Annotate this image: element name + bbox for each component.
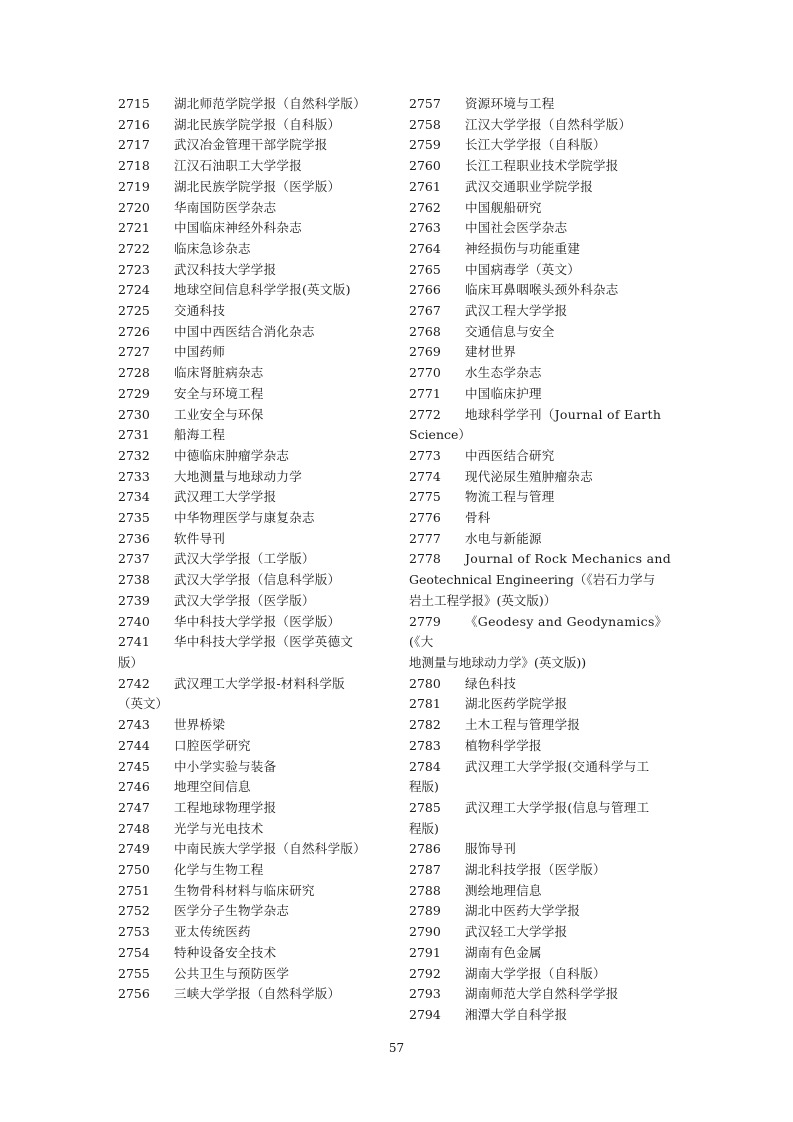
entry-title: 口腔医学研究 bbox=[174, 737, 251, 753]
journal-entry bbox=[118, 757, 383, 778]
journal-entry bbox=[118, 549, 383, 570]
journal-entry bbox=[118, 280, 383, 301]
entry-title: 湖北民族学院学报（医学版） bbox=[174, 178, 341, 194]
entry-number: 2752 bbox=[118, 903, 150, 919]
journal-entry bbox=[409, 487, 674, 508]
entry-title: 湖北科技学报（医学版） bbox=[465, 862, 606, 878]
entry-number: 2747 bbox=[118, 799, 150, 815]
entry-title: 临床耳鼻咽喉头颈外科杂志 bbox=[465, 282, 619, 298]
journal-entry bbox=[409, 694, 674, 715]
entry-title: 中德临床肿瘤学杂志 bbox=[174, 447, 290, 463]
entry-number: 2741 bbox=[118, 634, 150, 650]
entry-title: 中国临床神经外科杂志 bbox=[174, 220, 303, 236]
entry-title: 江汉大学学报（自然科学版） bbox=[465, 116, 632, 132]
journal-entry bbox=[118, 984, 383, 1005]
journal-entry bbox=[409, 135, 674, 156]
journal-entry bbox=[118, 922, 383, 943]
journal-entry bbox=[118, 632, 383, 653]
entry-number: 2759 bbox=[409, 137, 441, 153]
journal-entry bbox=[118, 198, 383, 219]
entry-title: 长江大学学报（自科版） bbox=[465, 137, 606, 153]
journal-entry bbox=[409, 280, 674, 301]
journal-entry bbox=[409, 198, 674, 219]
journal-entry bbox=[118, 508, 383, 529]
journal-entry bbox=[409, 322, 674, 343]
entry-number: 2761 bbox=[409, 178, 441, 194]
entry-title-continuation: Science） bbox=[409, 427, 471, 443]
entry-number: 2787 bbox=[409, 862, 441, 878]
journal-entry bbox=[118, 798, 383, 819]
journal-entry bbox=[118, 115, 383, 136]
journal-entry bbox=[409, 405, 674, 426]
journal-entry bbox=[118, 839, 383, 860]
journal-entry bbox=[409, 156, 674, 177]
journal-entry bbox=[409, 446, 674, 467]
entry-number: 2743 bbox=[118, 717, 150, 733]
entry-title: 地球空间信息科学学报(英文版) bbox=[174, 282, 351, 298]
entry-title-continuation: 岩土工程学报》(英文版)） bbox=[409, 592, 557, 608]
entry-title: 水电与新能源 bbox=[465, 530, 542, 546]
entry-number: 2736 bbox=[118, 530, 150, 546]
entry-title: Journal of Rock Mechanics and bbox=[465, 551, 671, 567]
entry-number: 2794 bbox=[409, 1006, 441, 1022]
journal-entry bbox=[118, 674, 383, 695]
entry-title: 武汉轻工大学学报 bbox=[465, 924, 568, 940]
journal-entry bbox=[118, 239, 383, 260]
entry-title: 资源环境与工程 bbox=[465, 96, 555, 111]
journal-entry bbox=[409, 260, 674, 281]
entry-title: 软件导刊 bbox=[174, 530, 226, 546]
entry-number: 2716 bbox=[118, 116, 150, 132]
journal-entry bbox=[409, 342, 674, 363]
entry-number: 2777 bbox=[409, 530, 441, 546]
entry-number: 2727 bbox=[118, 344, 150, 360]
entry-title-continuation: （英文） bbox=[118, 696, 169, 712]
journal-entry bbox=[409, 218, 674, 239]
entry-title: 长江工程职业技术学院学报 bbox=[465, 158, 619, 174]
entry-number: 2765 bbox=[409, 261, 441, 277]
journal-entry bbox=[409, 384, 674, 405]
journal-entry bbox=[118, 301, 383, 322]
entry-title: 湖南师范大学自然科学学报 bbox=[465, 986, 619, 1002]
page-number: 57 bbox=[388, 1041, 405, 1055]
entry-title: 地球科学学刊（Journal of Earth bbox=[465, 406, 662, 422]
entry-number: 2785 bbox=[409, 799, 441, 815]
journal-entry bbox=[409, 239, 674, 260]
entry-number: 2779 bbox=[409, 613, 441, 629]
entry-number: 2767 bbox=[409, 303, 441, 319]
entry-title-continuation: 地测量与地球动力学》(英文版)) bbox=[409, 654, 587, 670]
entry-number: 2783 bbox=[409, 737, 441, 753]
journal-entry bbox=[118, 881, 383, 902]
journal-entry bbox=[118, 94, 383, 115]
entry-number: 2784 bbox=[409, 758, 441, 774]
journal-entry bbox=[118, 819, 383, 840]
entry-title: 生物骨科材料与临床研究 bbox=[174, 882, 315, 898]
entry-title: 武汉大学学报（信息科学版） bbox=[174, 572, 341, 588]
entry-title: 湘潭大学自科学报 bbox=[465, 1006, 568, 1022]
entry-number: 2744 bbox=[118, 737, 150, 753]
journal-entry bbox=[409, 922, 674, 943]
entry-title: 神经损伤与功能重建 bbox=[465, 240, 581, 256]
entry-title: 中国社会医学杂志 bbox=[465, 220, 568, 236]
entry-title: 武汉交通职业学院学报 bbox=[465, 178, 594, 194]
journal-entry bbox=[409, 94, 674, 115]
entry-number: 2786 bbox=[409, 841, 441, 857]
journal-entry bbox=[118, 901, 383, 922]
entry-number: 2772 bbox=[409, 406, 441, 422]
journal-entry bbox=[118, 529, 383, 550]
entry-title: 湖北师范学院学报（自然科学版） bbox=[174, 96, 367, 111]
entry-title-continuation: 版） bbox=[118, 654, 144, 670]
journal-entry bbox=[409, 363, 674, 384]
entry-title: 土木工程与管理学报 bbox=[465, 717, 581, 733]
entry-number: 2717 bbox=[118, 137, 150, 153]
journal-entry bbox=[409, 881, 674, 902]
entry-title: 湖南大学学报（自科版） bbox=[465, 965, 606, 981]
entry-title: 武汉理工大学学报 bbox=[174, 489, 277, 505]
entry-title: 中小学实验与装备 bbox=[174, 758, 277, 774]
entry-title: 武汉大学学报（工学版） bbox=[174, 551, 315, 567]
journal-entry bbox=[409, 901, 674, 922]
journal-entry bbox=[118, 467, 383, 488]
journal-entry bbox=[409, 798, 674, 819]
entry-title: 特种设备安全技术 bbox=[174, 944, 277, 960]
journal-entry bbox=[118, 363, 383, 384]
entry-number: 2715 bbox=[118, 96, 150, 111]
entry-title: 光学与光电技术 bbox=[174, 820, 264, 836]
entry-number: 2754 bbox=[118, 944, 150, 960]
entry-title: 大地测量与地球动力学 bbox=[174, 468, 303, 484]
entry-number: 2776 bbox=[409, 510, 441, 526]
journal-entry bbox=[118, 487, 383, 508]
entry-number: 2748 bbox=[118, 820, 150, 836]
entry-number: 2764 bbox=[409, 240, 441, 256]
entry-title: 武汉科技大学学报 bbox=[174, 261, 277, 277]
journal-entry bbox=[118, 384, 383, 405]
journal-entry bbox=[118, 135, 383, 156]
journal-entry bbox=[118, 218, 383, 239]
entry-title: 中西医结合研究 bbox=[465, 447, 555, 463]
entry-number: 2738 bbox=[118, 572, 150, 588]
entry-number: 2791 bbox=[409, 944, 441, 960]
journal-entry bbox=[118, 177, 383, 198]
journal-entry bbox=[118, 156, 383, 177]
entry-title: 三峡大学学报（自然科学版） bbox=[174, 986, 341, 1002]
entry-title: 湖北中医药大学学报 bbox=[465, 903, 581, 919]
journal-entry bbox=[118, 612, 383, 633]
entry-number: 2726 bbox=[118, 323, 150, 339]
entry-title: 绿色科技 bbox=[465, 675, 517, 691]
entry-title: 公共卫生与预防医学 bbox=[174, 965, 290, 981]
entry-number: 2756 bbox=[118, 986, 150, 1002]
entry-number: 2724 bbox=[118, 282, 150, 298]
entry-title: 化学与生物工程 bbox=[174, 862, 264, 878]
entry-title: 安全与环境工程 bbox=[174, 385, 264, 401]
entry-number: 2766 bbox=[409, 282, 441, 298]
entry-title: 医学分子生物学杂志 bbox=[174, 903, 290, 919]
entry-title: 建材世界 bbox=[465, 344, 517, 360]
entry-number: 2770 bbox=[409, 365, 441, 381]
entry-number: 2762 bbox=[409, 199, 441, 215]
entry-title: 华南国防医学杂志 bbox=[174, 199, 277, 215]
entry-title: 《Geodesy and Geodynamics》(《大 bbox=[409, 613, 668, 650]
entry-title: 武汉理工大学学报(交通科学与工 bbox=[465, 758, 650, 774]
entry-title: 临床肾脏病杂志 bbox=[174, 365, 264, 381]
entry-number: 2775 bbox=[409, 489, 441, 505]
entry-title: 临床急诊杂志 bbox=[174, 240, 251, 256]
entry-number: 2771 bbox=[409, 385, 441, 401]
entry-title: 现代泌尿生殖肿瘤杂志 bbox=[465, 468, 594, 484]
journal-entry bbox=[118, 446, 383, 467]
entry-number: 2725 bbox=[118, 303, 150, 319]
entry-number: 2732 bbox=[118, 447, 150, 463]
entry-title-continuation: 程版) bbox=[409, 820, 439, 836]
journal-entry bbox=[409, 674, 674, 695]
entry-number: 2751 bbox=[118, 882, 150, 898]
entry-title: 物流工程与管理 bbox=[465, 489, 555, 505]
entry-number: 2728 bbox=[118, 365, 150, 381]
entry-title: 中国中西医结合消化杂志 bbox=[174, 323, 315, 339]
entry-number: 2735 bbox=[118, 510, 150, 526]
entry-number: 2729 bbox=[118, 385, 150, 401]
entry-number: 2788 bbox=[409, 882, 441, 898]
journal-entry bbox=[409, 467, 674, 488]
entry-number: 2792 bbox=[409, 965, 441, 981]
entry-number: 2746 bbox=[118, 779, 150, 795]
entry-title-continuation: Geotechnical Engineering（《岩石力学与 bbox=[409, 572, 656, 588]
entry-title: 中国舰船研究 bbox=[465, 199, 542, 215]
journal-entry bbox=[118, 425, 383, 446]
entry-number: 2750 bbox=[118, 862, 150, 878]
journal-entry bbox=[118, 943, 383, 964]
entry-number: 2774 bbox=[409, 468, 441, 484]
entry-number: 2781 bbox=[409, 696, 441, 712]
journal-entry bbox=[118, 405, 383, 426]
journal-entry bbox=[118, 591, 383, 612]
journal-entry bbox=[118, 777, 383, 798]
entry-title: 武汉大学学报（医学版） bbox=[174, 592, 315, 608]
entry-title: 湖北医药学院学报 bbox=[465, 696, 568, 712]
entry-number: 2731 bbox=[118, 427, 150, 443]
right-column bbox=[409, 94, 674, 1026]
journal-entry bbox=[118, 570, 383, 591]
entry-title: 交通信息与安全 bbox=[465, 323, 555, 339]
entry-title: 湖南有色金属 bbox=[465, 944, 542, 960]
entry-number: 2722 bbox=[118, 240, 150, 256]
entry-title: 武汉理工大学学报(信息与管理工 bbox=[465, 799, 650, 815]
journal-entry bbox=[118, 715, 383, 736]
entry-title: 工业安全与环保 bbox=[174, 406, 264, 422]
entry-title-continuation: 程版) bbox=[409, 779, 439, 795]
journal-entry bbox=[118, 736, 383, 757]
journal-entry bbox=[409, 612, 674, 653]
entry-title: 骨科 bbox=[465, 510, 491, 526]
entry-title: 江汉石油职工大学学报 bbox=[174, 158, 303, 174]
entry-number: 2763 bbox=[409, 220, 441, 236]
journal-entry bbox=[409, 715, 674, 736]
entry-title: 测绘地理信息 bbox=[465, 882, 542, 898]
entry-number: 2742 bbox=[118, 675, 150, 691]
entry-title: 工程地球物理学报 bbox=[174, 799, 277, 815]
journal-entry bbox=[409, 757, 674, 778]
entry-number: 2757 bbox=[409, 96, 441, 111]
entry-title: 地理空间信息 bbox=[174, 779, 251, 795]
entry-title: 世界桥梁 bbox=[174, 717, 226, 733]
entry-number: 2733 bbox=[118, 468, 150, 484]
journal-entry bbox=[409, 508, 674, 529]
entry-number: 2740 bbox=[118, 613, 150, 629]
entry-title: 中国药师 bbox=[174, 344, 226, 360]
entry-number: 2719 bbox=[118, 178, 150, 194]
entry-number: 2730 bbox=[118, 406, 150, 422]
entry-title: 华中科技大学学报（医学英德文 bbox=[174, 634, 354, 650]
journal-entry bbox=[409, 736, 674, 757]
entry-title: 湖北民族学院学报（自科版） bbox=[174, 116, 341, 132]
entry-title: 植物科学学报 bbox=[465, 737, 542, 753]
entry-title: 武汉工程大学学报 bbox=[465, 303, 568, 319]
journal-entry bbox=[409, 301, 674, 322]
entry-number: 2780 bbox=[409, 675, 441, 691]
journal-entry bbox=[409, 529, 674, 550]
entry-title: 武汉理工大学学报-材料科学版 bbox=[174, 675, 345, 691]
entry-number: 2721 bbox=[118, 220, 150, 236]
entry-title: 华中科技大学学报（医学版） bbox=[174, 613, 341, 629]
journal-entry bbox=[118, 860, 383, 881]
entry-number: 2768 bbox=[409, 323, 441, 339]
journal-entry bbox=[409, 177, 674, 198]
entry-number: 2720 bbox=[118, 199, 150, 215]
left-column bbox=[118, 94, 383, 1005]
entry-title: 中国临床护理 bbox=[465, 385, 542, 401]
journal-entry bbox=[409, 1005, 674, 1026]
journal-entry bbox=[409, 964, 674, 985]
entry-number: 2773 bbox=[409, 447, 441, 463]
entry-title: 中南民族大学学报（自然科学版） bbox=[174, 841, 367, 857]
entry-title: 武汉冶金管理干部学院学报 bbox=[174, 137, 328, 153]
journal-entry bbox=[118, 260, 383, 281]
entry-number: 2749 bbox=[118, 841, 150, 857]
entry-number: 2737 bbox=[118, 551, 150, 567]
entry-title: 船海工程 bbox=[174, 427, 226, 443]
entry-title: 交通科技 bbox=[174, 303, 226, 319]
entry-number: 2718 bbox=[118, 158, 150, 174]
journal-entry bbox=[409, 839, 674, 860]
entry-title: 中国病毒学（英文） bbox=[465, 261, 581, 277]
entry-number: 2793 bbox=[409, 986, 441, 1002]
entry-number: 2789 bbox=[409, 903, 441, 919]
entry-title: 水生态学杂志 bbox=[465, 365, 542, 381]
entry-number: 2753 bbox=[118, 924, 150, 940]
entry-number: 2778 bbox=[409, 551, 441, 567]
entry-number: 2758 bbox=[409, 116, 441, 132]
entry-number: 2734 bbox=[118, 489, 150, 505]
journal-entry bbox=[118, 342, 383, 363]
entry-title: 服饰导刊 bbox=[465, 841, 517, 857]
journal-entry bbox=[409, 984, 674, 1005]
entry-number: 2723 bbox=[118, 261, 150, 277]
entry-number: 2760 bbox=[409, 158, 441, 174]
journal-entry bbox=[118, 322, 383, 343]
entry-number: 2745 bbox=[118, 758, 150, 774]
journal-entry bbox=[409, 860, 674, 881]
entry-title: 亚太传统医药 bbox=[174, 924, 251, 940]
journal-entry bbox=[409, 115, 674, 136]
entry-number: 2790 bbox=[409, 924, 441, 940]
entry-number: 2755 bbox=[118, 965, 150, 981]
journal-entry bbox=[118, 964, 383, 985]
journal-entry bbox=[409, 549, 674, 570]
journal-entry bbox=[409, 943, 674, 964]
entry-title: 中华物理医学与康复杂志 bbox=[174, 510, 315, 526]
entry-number: 2782 bbox=[409, 717, 441, 733]
entry-number: 2739 bbox=[118, 592, 150, 608]
entry-number: 2769 bbox=[409, 344, 441, 360]
